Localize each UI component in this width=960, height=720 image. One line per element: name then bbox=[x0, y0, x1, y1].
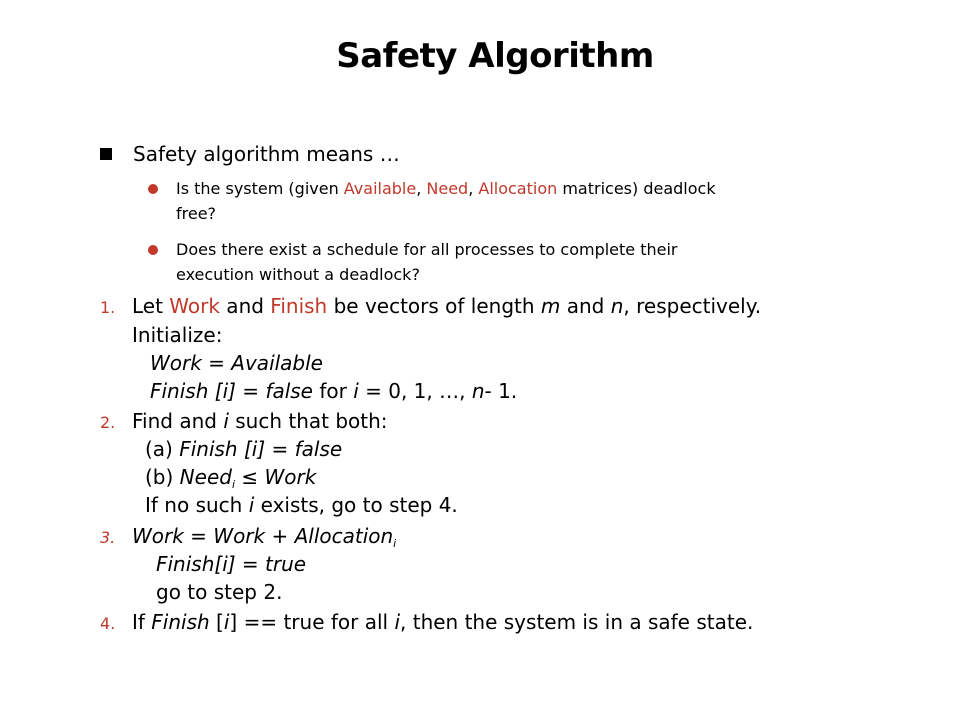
intro-heading: Safety algorithm means … bbox=[133, 142, 400, 166]
question-2-line-2: execution without a deadlock? bbox=[176, 265, 420, 284]
step-4-number: 4. bbox=[100, 614, 116, 633]
round-bullet-icon bbox=[148, 245, 158, 255]
step-2-condition-b: (b) Need$_i$ ≤ Work bbox=[145, 465, 317, 491]
question-2-line-1: Does there exist a schedule for all processes to complete their bbox=[176, 240, 678, 259]
step-3-finish: Finish[i] = true bbox=[156, 552, 307, 576]
step-1-work-init: Work = Available bbox=[150, 351, 323, 375]
term-available: Available bbox=[343, 179, 417, 198]
step-1-line-1: 1. Let Work and Finish be vectors of length m and n, respectively. bbox=[100, 294, 762, 318]
question-1-line-1: Is the system (given Available, Need, Allocation matrices) deadlock bbox=[176, 179, 716, 198]
step-3-line-1: 3. Work = Work + Allocation$_i$ bbox=[100, 524, 397, 550]
round-bullet-icon bbox=[148, 184, 158, 194]
step-4-line-1: 4. If Finish [i] == true for all i, then the system is in a safe state. bbox=[100, 610, 754, 634]
step-1-number: 1. bbox=[100, 298, 116, 317]
term-need: Need bbox=[426, 179, 469, 198]
page-title: Safety Algorithm bbox=[336, 36, 654, 76]
term-work: Work bbox=[169, 294, 220, 318]
step-2-condition-a: (a) Finish [i] = false bbox=[145, 437, 343, 461]
step-3-goto: go to step 2. bbox=[156, 580, 283, 604]
square-bullet-icon bbox=[100, 148, 112, 160]
step-3-number: 3. bbox=[100, 528, 116, 547]
step-2-no-such: If no such i exists, go to step 4. bbox=[145, 493, 458, 517]
step-2-line-1: 2. Find and i such that both: bbox=[100, 409, 388, 433]
term-allocation: Allocation bbox=[478, 179, 558, 198]
term-finish: Finish bbox=[270, 294, 328, 318]
question-1-line-2: free? bbox=[176, 204, 217, 223]
step-1-initialize: Initialize: bbox=[132, 323, 223, 347]
step-1-finish-init: Finish [i] = false for i = 0, 1, …, n- 1. bbox=[150, 379, 518, 403]
step-2-number: 2. bbox=[100, 413, 116, 432]
